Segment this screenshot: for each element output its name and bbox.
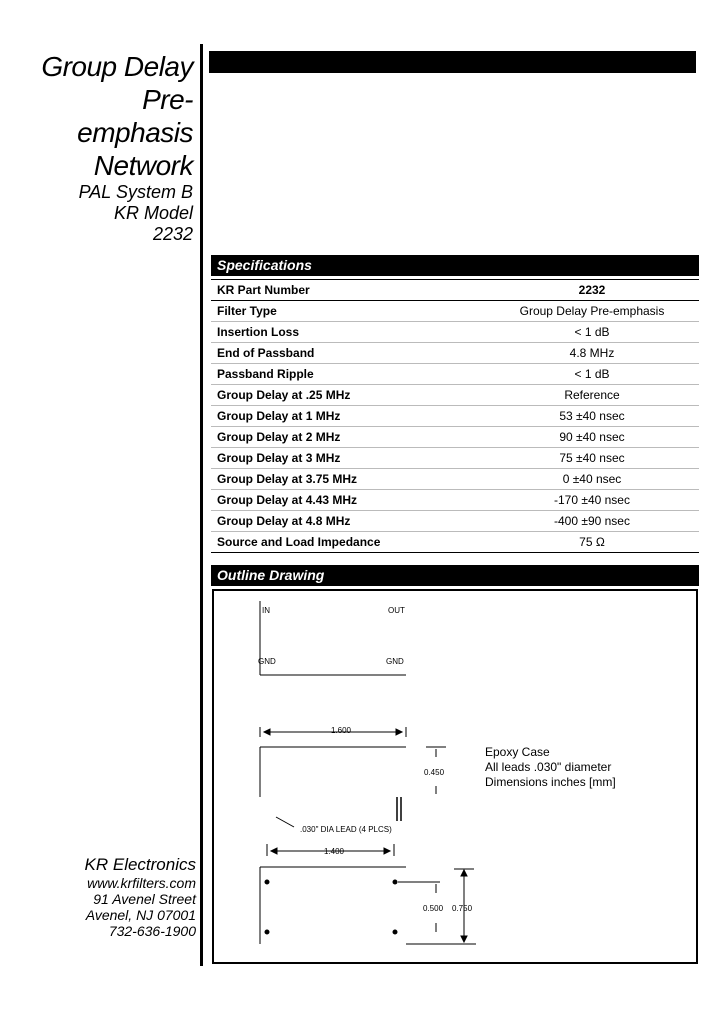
pin-marker-icon xyxy=(265,880,269,884)
pin-marker-icon xyxy=(393,880,397,884)
spec-value: 4.8 MHz xyxy=(485,343,699,364)
table-row xyxy=(211,532,699,553)
table-row xyxy=(211,469,699,490)
drawing-svg xyxy=(214,591,696,962)
vertical-divider xyxy=(200,44,203,966)
arrow-icon xyxy=(396,729,402,735)
spec-value: Group Delay Pre-emphasis xyxy=(485,301,699,322)
table-row xyxy=(211,427,699,448)
spec-value: 0 ±40 nsec xyxy=(485,469,699,490)
table-row xyxy=(211,301,699,322)
pin-marker-icon xyxy=(265,930,269,934)
side-view xyxy=(260,727,446,827)
spec-param: Filter Type xyxy=(211,301,485,322)
table-row xyxy=(211,343,699,364)
lead-leader xyxy=(276,817,294,827)
model-subtitle xyxy=(10,182,193,245)
table-row xyxy=(211,385,699,406)
website-link[interactable]: www.krfilters.com xyxy=(87,875,196,891)
subtitle-line: KR Model xyxy=(113,203,193,223)
drawing-notes xyxy=(485,745,616,790)
spec-param: Group Delay at 3.75 MHz xyxy=(211,469,485,490)
table-row xyxy=(211,448,699,469)
spec-param: Group Delay at .25 MHz xyxy=(211,385,485,406)
spec-value: 2232 xyxy=(485,280,699,301)
pin-marker-icon xyxy=(393,930,397,934)
spec-value: 53 ±40 nsec xyxy=(485,406,699,427)
spec-param: Group Delay at 2 MHz xyxy=(211,427,485,448)
pin-label-in: IN xyxy=(262,606,270,615)
dim-width-bottom: 0.750 xyxy=(452,904,473,913)
subtitle-line: PAL System B xyxy=(78,182,193,202)
header-bar xyxy=(209,51,696,73)
spec-value: 75 Ω xyxy=(485,532,699,553)
note-line: All leads .030" diameter xyxy=(485,760,612,774)
spec-value: Reference xyxy=(485,385,699,406)
dim-pin-spacing: 1.400 xyxy=(323,847,345,856)
spec-param: Group Delay at 4.43 MHz xyxy=(211,490,485,511)
arrow-icon xyxy=(461,870,467,876)
subtitle-line: 2232 xyxy=(152,224,193,244)
pin-label-gnd-right: GND xyxy=(386,657,404,666)
spec-param: Passband Ripple xyxy=(211,364,485,385)
table-row xyxy=(211,511,699,532)
title-line: Group Delay xyxy=(41,51,193,82)
table-row xyxy=(211,490,699,511)
arrow-icon xyxy=(271,848,277,854)
note-line: Dimensions inches [mm] xyxy=(485,775,616,789)
contact-block xyxy=(10,855,196,939)
spec-value: < 1 dB xyxy=(485,322,699,343)
table-row xyxy=(211,280,699,301)
outline-drawing-heading: Outline Drawing xyxy=(211,565,699,586)
pin-label-gnd-left: GND xyxy=(258,657,276,666)
spec-value: -170 ±40 nsec xyxy=(485,490,699,511)
outline-drawing xyxy=(212,589,698,964)
dim-pin-row: 0.500 xyxy=(423,904,444,913)
company-name: KR Electronics xyxy=(84,855,196,874)
spec-value: -400 ±90 nsec xyxy=(485,511,699,532)
dim-length-top: 1.600 xyxy=(330,726,352,735)
table-row xyxy=(211,364,699,385)
spec-param: Group Delay at 1 MHz xyxy=(211,406,485,427)
arrow-icon xyxy=(461,936,467,942)
spec-param: End of Passband xyxy=(211,343,485,364)
title-line: Pre- xyxy=(142,84,193,115)
specifications-heading: Specifications xyxy=(211,255,699,276)
spec-param: Source and Load Impedance xyxy=(211,532,485,553)
specifications-table xyxy=(211,279,699,553)
spec-param: Group Delay at 3 MHz xyxy=(211,448,485,469)
note-line: Epoxy Case xyxy=(485,745,550,759)
table-row xyxy=(211,406,699,427)
pin-label-out: OUT xyxy=(388,606,405,615)
document-title xyxy=(10,50,193,182)
spec-value: < 1 dB xyxy=(485,364,699,385)
spec-param: Group Delay at 4.8 MHz xyxy=(211,511,485,532)
arrow-icon xyxy=(384,848,390,854)
city-address: Avenel, NJ 07001 xyxy=(85,907,196,923)
spec-param: Insertion Loss xyxy=(211,322,485,343)
bottom-view xyxy=(260,844,476,944)
street-address: 91 Avenel Street xyxy=(93,891,196,907)
lead-note: .030" DIA LEAD (4 PLCS) xyxy=(300,825,392,834)
spec-value: 90 ±40 nsec xyxy=(485,427,699,448)
title-line: emphasis xyxy=(77,117,193,148)
table-row xyxy=(211,322,699,343)
pin-diagram xyxy=(260,601,406,675)
spec-param: KR Part Number xyxy=(211,280,485,301)
title-line: Network xyxy=(93,150,193,181)
arrow-icon xyxy=(264,729,270,735)
phone-number: 732-636-1900 xyxy=(108,923,196,939)
dim-height-side: 0.450 xyxy=(424,768,445,777)
spec-value: 75 ±40 nsec xyxy=(485,448,699,469)
